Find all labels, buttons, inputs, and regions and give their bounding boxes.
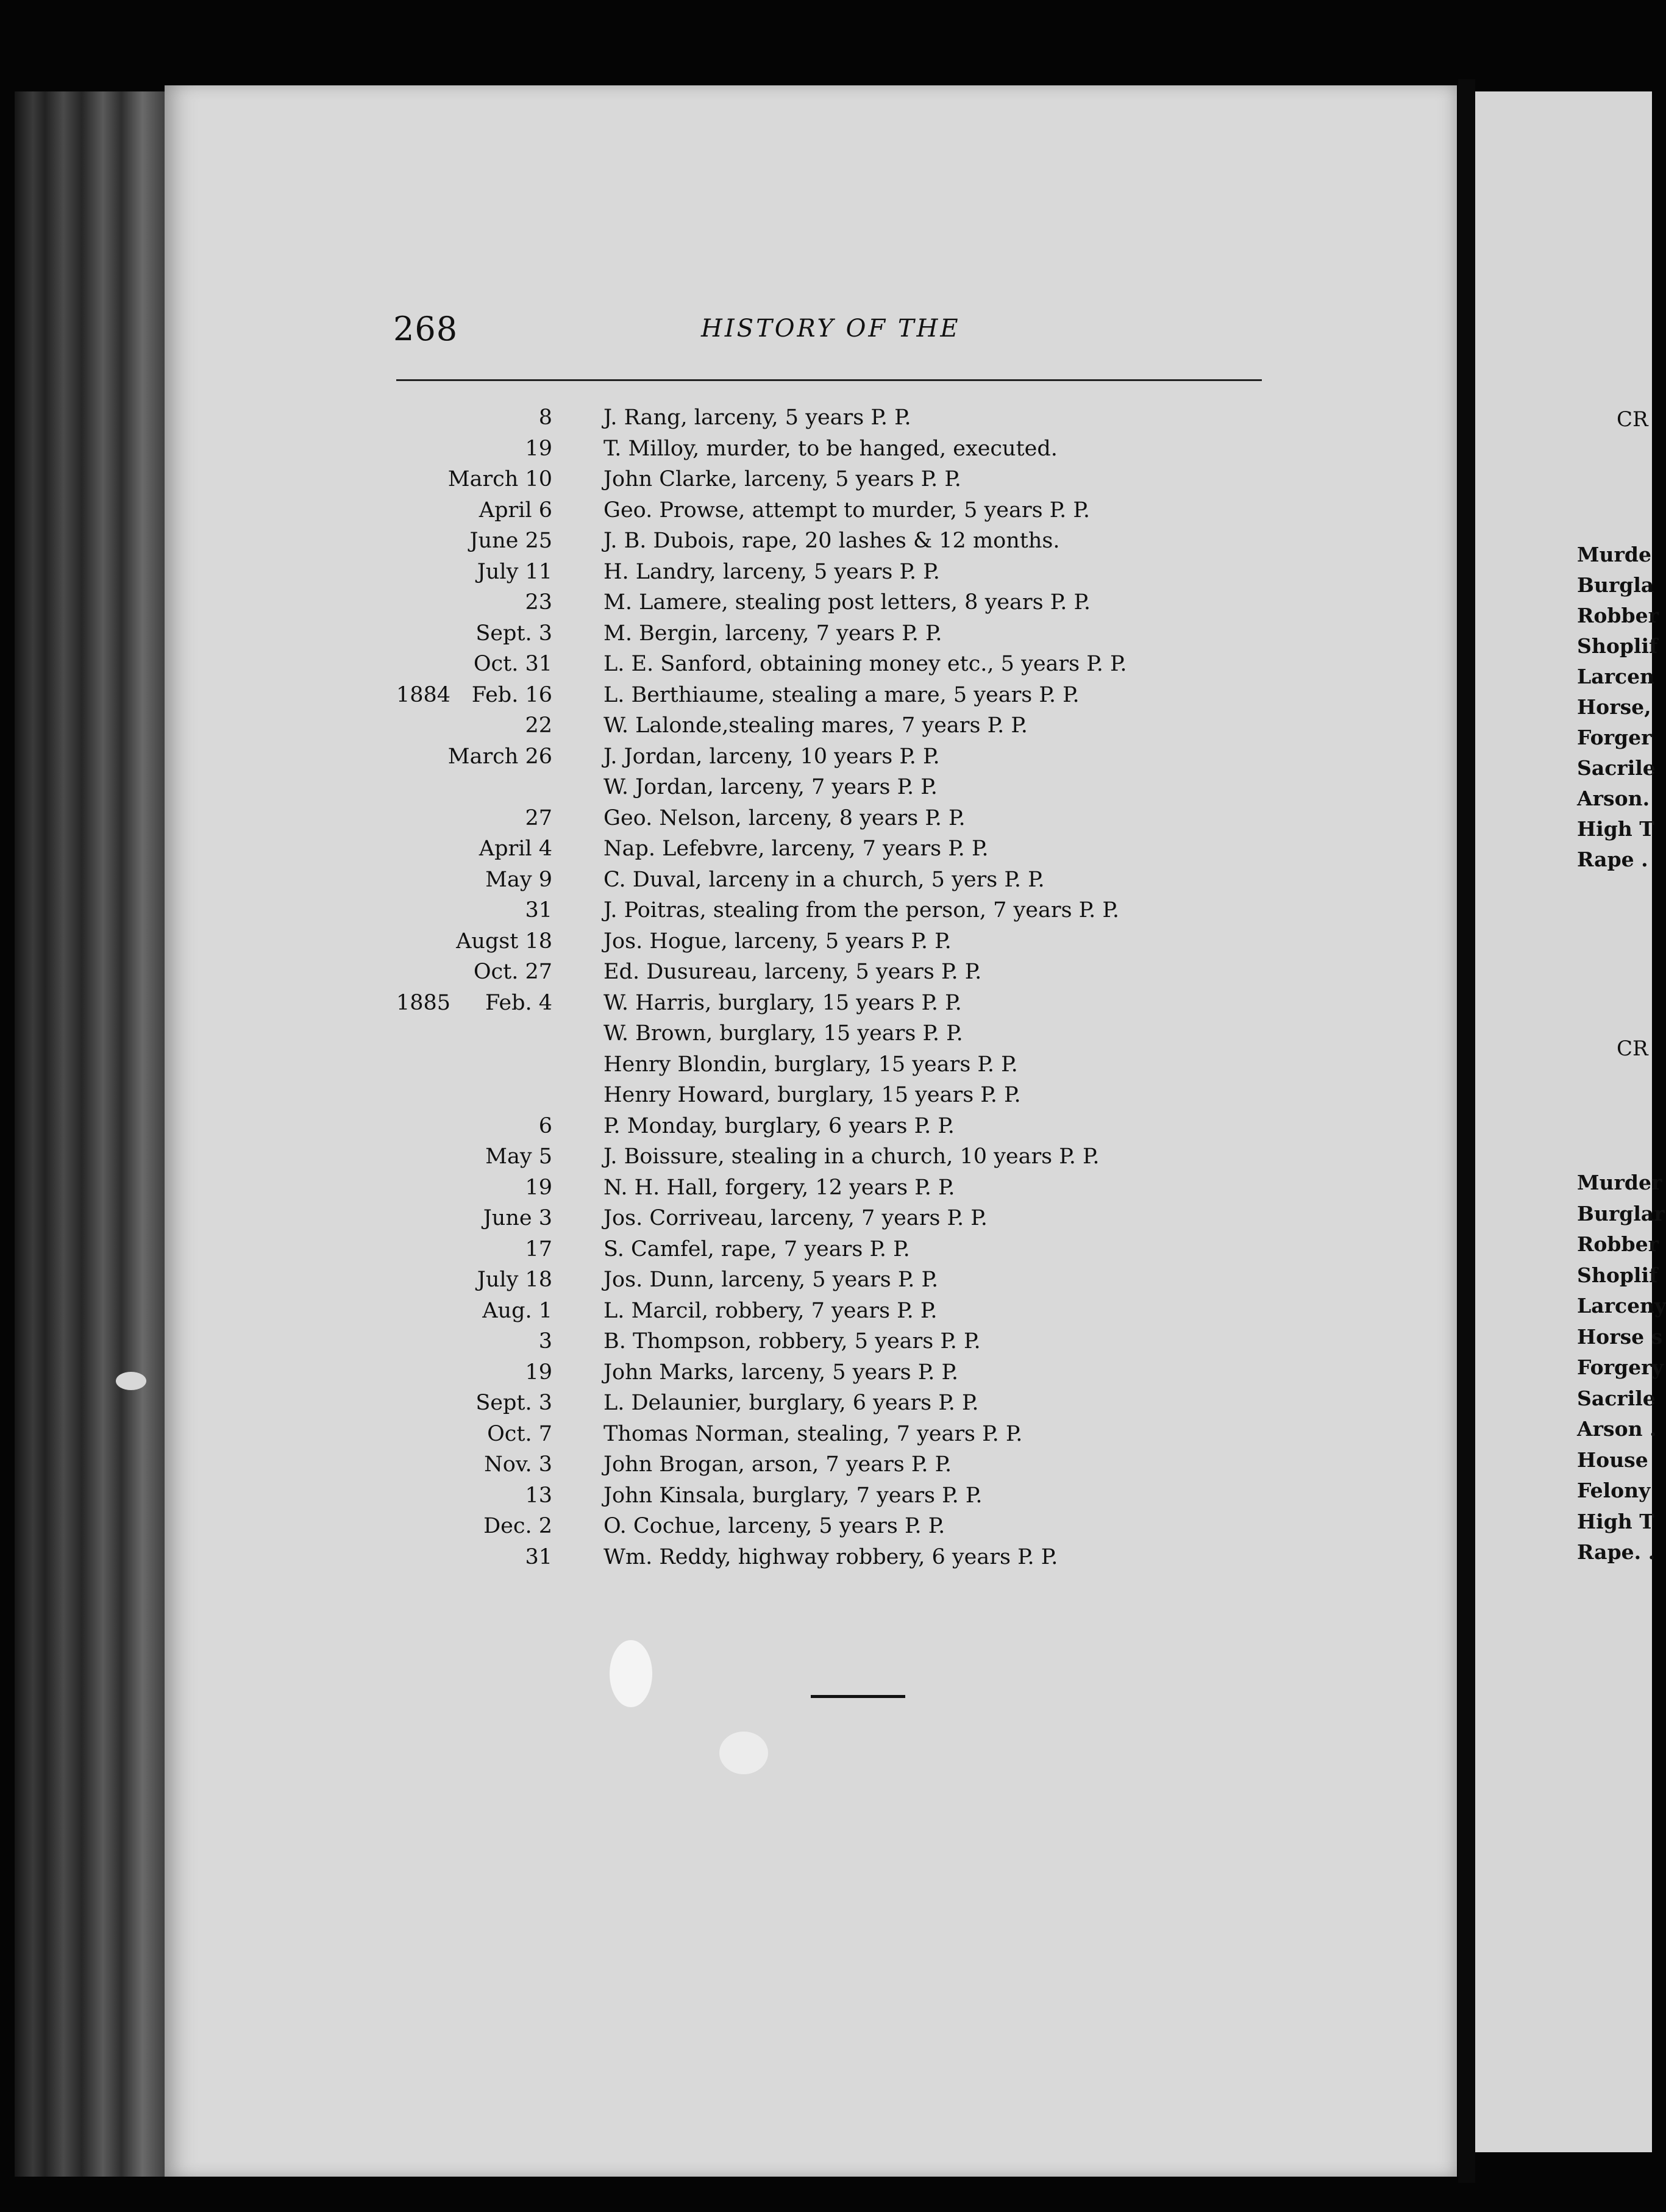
entry-text: Jos. Dunn, larceny, 5 years P. P.	[603, 1268, 939, 1292]
facing-crime-item: Arson.	[1577, 787, 1650, 810]
entry-row	[0, 1511, 1219, 1541]
paper-blemish	[719, 1732, 768, 1774]
entry-row	[0, 988, 1219, 1018]
facing-crime-item: Robber	[1577, 604, 1659, 627]
entry-date: 13	[525, 1483, 552, 1508]
entry-text: Geo. Prowse, attempt to murder, 5 years P. P.	[603, 498, 1090, 523]
facing-crime-item: Rape. .	[1577, 1540, 1656, 1564]
entry-row	[0, 710, 1219, 741]
entry-date: Nov. 3	[484, 1452, 552, 1477]
facing-crime-item: Larceny	[1577, 1294, 1666, 1318]
entry-row	[0, 1449, 1219, 1480]
entry-row	[0, 1018, 1219, 1049]
entry-text: L. Berthiaume, stealing a mare, 5 years P. P.	[603, 682, 1080, 707]
entry-date: 22	[525, 713, 552, 738]
entry-text: L. Delaunier, burglary, 6 years P. P.	[603, 1391, 979, 1415]
entry-text: Jos. Hogue, larceny, 5 years P. P.	[603, 929, 952, 954]
entry-text: J. Poitras, stealing from the person, 7 years P. P.	[603, 898, 1119, 922]
facing-crime-item: Shoplif	[1577, 634, 1658, 658]
entry-text: John Marks, larceny, 5 years P. P.	[603, 1360, 959, 1385]
entry-row	[0, 1419, 1219, 1449]
entry-date: July 11	[477, 559, 552, 584]
entry-text: S. Camfel, rape, 7 years P. P.	[603, 1236, 910, 1261]
entry-date: 19	[525, 436, 552, 461]
entry-row	[0, 772, 1219, 802]
entry-text: Nap. Lefebvre, larceny, 7 years P. P.	[603, 837, 989, 861]
facing-crime-item: High T	[1577, 817, 1654, 841]
entry-date: June 3	[483, 1206, 552, 1230]
entry-text: Thomas Norman, stealing, 7 years P. P.	[603, 1421, 1023, 1446]
entry-row	[0, 680, 1219, 710]
facing-crime-item: Sacrile	[1577, 1386, 1656, 1410]
paper-blemish	[116, 1372, 146, 1390]
entry-date: May 9	[485, 867, 552, 892]
end-rule	[811, 1695, 905, 1698]
facing-crime-item: Forger	[1577, 726, 1652, 749]
entry-row	[0, 1049, 1219, 1080]
entry-text: Geo. Nelson, larceny, 8 years P. P.	[603, 805, 966, 830]
entry-row	[0, 464, 1219, 494]
facing-crime-item: Burgla	[1577, 573, 1654, 597]
entry-date: March 26	[447, 744, 552, 769]
entry-row	[0, 433, 1219, 464]
entry-text: W. Brown, burglary, 15 years P. P.	[603, 1021, 963, 1046]
entry-row	[0, 649, 1219, 679]
entry-date: 3	[538, 1329, 552, 1354]
entry-row	[0, 495, 1219, 526]
entry-date: Oct. 27	[473, 960, 552, 984]
facing-crime-item: Burglar	[1577, 1201, 1665, 1226]
entry-text: L. E. Sanford, obtaining money etc., 5 years P. P.	[603, 652, 1127, 676]
entry-text: O. Cochue, larceny, 5 years P. P.	[603, 1514, 945, 1538]
facing-crime-item: Horse,	[1577, 695, 1651, 719]
entry-row	[0, 1080, 1219, 1110]
facing-crime-item: Horse s	[1577, 1324, 1663, 1349]
entry-date: Augst 18	[456, 929, 552, 954]
entry-row	[0, 1296, 1219, 1326]
entry-row	[0, 1172, 1219, 1203]
entry-row	[0, 1265, 1219, 1295]
entry-text: J. B. Dubois, rape, 20 lashes & 12 months.	[603, 529, 1060, 553]
entry-date: Oct. 7	[487, 1421, 552, 1446]
entry-row	[0, 1480, 1219, 1511]
entry-row	[0, 833, 1219, 864]
entry-row	[0, 1141, 1219, 1172]
entry-text: John Clarke, larceny, 5 years P. P.	[603, 467, 961, 491]
entry-date: April 6	[479, 498, 552, 523]
entry-date: 31	[525, 1544, 552, 1569]
entry-date: April 4	[479, 837, 552, 861]
entry-text: Wm. Reddy, highway robbery, 6 years P. P.	[603, 1544, 1058, 1569]
entry-text: P. Monday, burglary, 6 years P. P.	[603, 1113, 955, 1138]
facing-crime-item: Larcen	[1577, 665, 1655, 688]
entry-text: L. Marcil, robbery, 7 years P. P.	[603, 1298, 938, 1323]
entry-text: T. Milloy, murder, to be hanged, executed.	[603, 436, 1058, 461]
entry-row	[0, 957, 1219, 987]
entry-date: 31	[525, 898, 552, 922]
entry-text: J. Rang, larceny, 5 years P. P.	[603, 405, 911, 430]
facing-heading-2: CR	[1617, 1036, 1648, 1061]
entry-row	[0, 865, 1219, 895]
entry-date: Sept. 3	[475, 1391, 552, 1415]
entry-row	[0, 1388, 1219, 1418]
entry-row	[0, 741, 1219, 772]
entry-row	[0, 1234, 1219, 1265]
entry-row	[0, 1203, 1219, 1233]
page-gutter	[1458, 79, 1475, 2183]
running-head: HISTORY OF THE	[701, 315, 961, 343]
facing-crime-item: Shoplif	[1577, 1263, 1658, 1287]
facing-crime-item: Felony	[1577, 1479, 1651, 1502]
entry-date: Oct. 31	[473, 652, 552, 676]
entry-text: Ed. Dusureau, larceny, 5 years P. P.	[603, 960, 982, 984]
entry-row	[0, 587, 1219, 618]
entry-row	[0, 557, 1219, 587]
entry-date: 19	[525, 1360, 552, 1385]
facing-crime-item: Rape .	[1577, 847, 1648, 871]
entry-text: M. Lamere, stealing post letters, 8 years P. P.	[603, 590, 1091, 615]
entry-row	[0, 618, 1219, 649]
facing-crime-item: House	[1577, 1447, 1648, 1472]
entry-row	[0, 1111, 1219, 1141]
entry-date: Aug. 1	[482, 1298, 552, 1323]
page-right-facing	[1475, 91, 1666, 2152]
entry-row	[0, 526, 1219, 556]
entry-row	[0, 895, 1219, 926]
entry-text: John Brogan, arson, 7 years P. P.	[603, 1452, 952, 1477]
entry-text: W. Harris, burglary, 15 years P. P.	[603, 990, 962, 1015]
entry-date: 27	[525, 805, 552, 830]
entry-date: March 10	[447, 467, 552, 491]
entry-text: N. H. Hall, forgery, 12 years P. P.	[603, 1175, 955, 1200]
entry-row	[0, 1326, 1219, 1357]
facing-crime-item: Forgery	[1577, 1355, 1664, 1379]
entry-row	[0, 803, 1219, 833]
facing-crime-item: High T	[1577, 1509, 1654, 1533]
entry-text: Henry Blondin, burglary, 15 years P. P.	[603, 1052, 1018, 1077]
facing-crime-item: Arson .	[1577, 1417, 1657, 1441]
entry-date: Feb. 4	[485, 990, 552, 1015]
entry-row	[0, 926, 1219, 957]
entry-year: 1884	[396, 682, 451, 707]
facing-heading-1: CR	[1617, 407, 1648, 432]
page-header	[393, 310, 1265, 352]
entry-text: J. Jordan, larceny, 10 years P. P.	[603, 744, 940, 769]
facing-crime-item: Murder	[1577, 1171, 1662, 1194]
entry-date: 23	[525, 590, 552, 615]
entry-date: Feb. 16	[471, 682, 552, 707]
entry-date: June 25	[469, 529, 552, 553]
entry-text: W. Lalonde,stealing mares, 7 years P. P.	[603, 713, 1028, 738]
entry-text: H. Landry, larceny, 5 years P. P.	[603, 559, 940, 584]
paper-blemish	[610, 1640, 652, 1707]
entry-text: B. Thompson, robbery, 5 years P. P.	[603, 1329, 981, 1354]
entry-date: May 5	[485, 1144, 552, 1169]
page-number: 268	[393, 310, 458, 348]
entry-date: Dec. 2	[483, 1514, 552, 1538]
entry-date: Sept. 3	[475, 621, 552, 646]
entry-text: John Kinsala, burglary, 7 years P. P.	[603, 1483, 983, 1508]
header-rule	[396, 379, 1262, 381]
entry-row	[0, 1357, 1219, 1388]
entry-text: W. Jordan, larceny, 7 years P. P.	[603, 775, 938, 799]
entry-date: 17	[525, 1236, 552, 1261]
entry-text: J. Boissure, stealing in a church, 10 years P. P.	[603, 1144, 1100, 1169]
entry-date: 6	[538, 1113, 552, 1138]
entry-text: C. Duval, larceny in a church, 5 yers P. P.	[603, 867, 1045, 892]
entry-text: M. Bergin, larceny, 7 years P. P.	[603, 621, 942, 646]
facing-crime-item: Robber	[1577, 1232, 1659, 1256]
entry-date: 8	[538, 405, 552, 430]
entry-text: Henry Howard, burglary, 15 years P. P.	[603, 1083, 1021, 1107]
facing-crime-item: Sacrile	[1577, 756, 1656, 780]
entry-text: Jos. Corriveau, larceny, 7 years P. P.	[603, 1206, 988, 1230]
entry-date: 19	[525, 1175, 552, 1200]
entry-row	[0, 1542, 1219, 1572]
entry-year: 1885	[396, 990, 451, 1015]
entry-date: July 18	[477, 1268, 552, 1292]
entry-row	[0, 402, 1219, 433]
facing-crime-item: Murde	[1577, 543, 1651, 566]
